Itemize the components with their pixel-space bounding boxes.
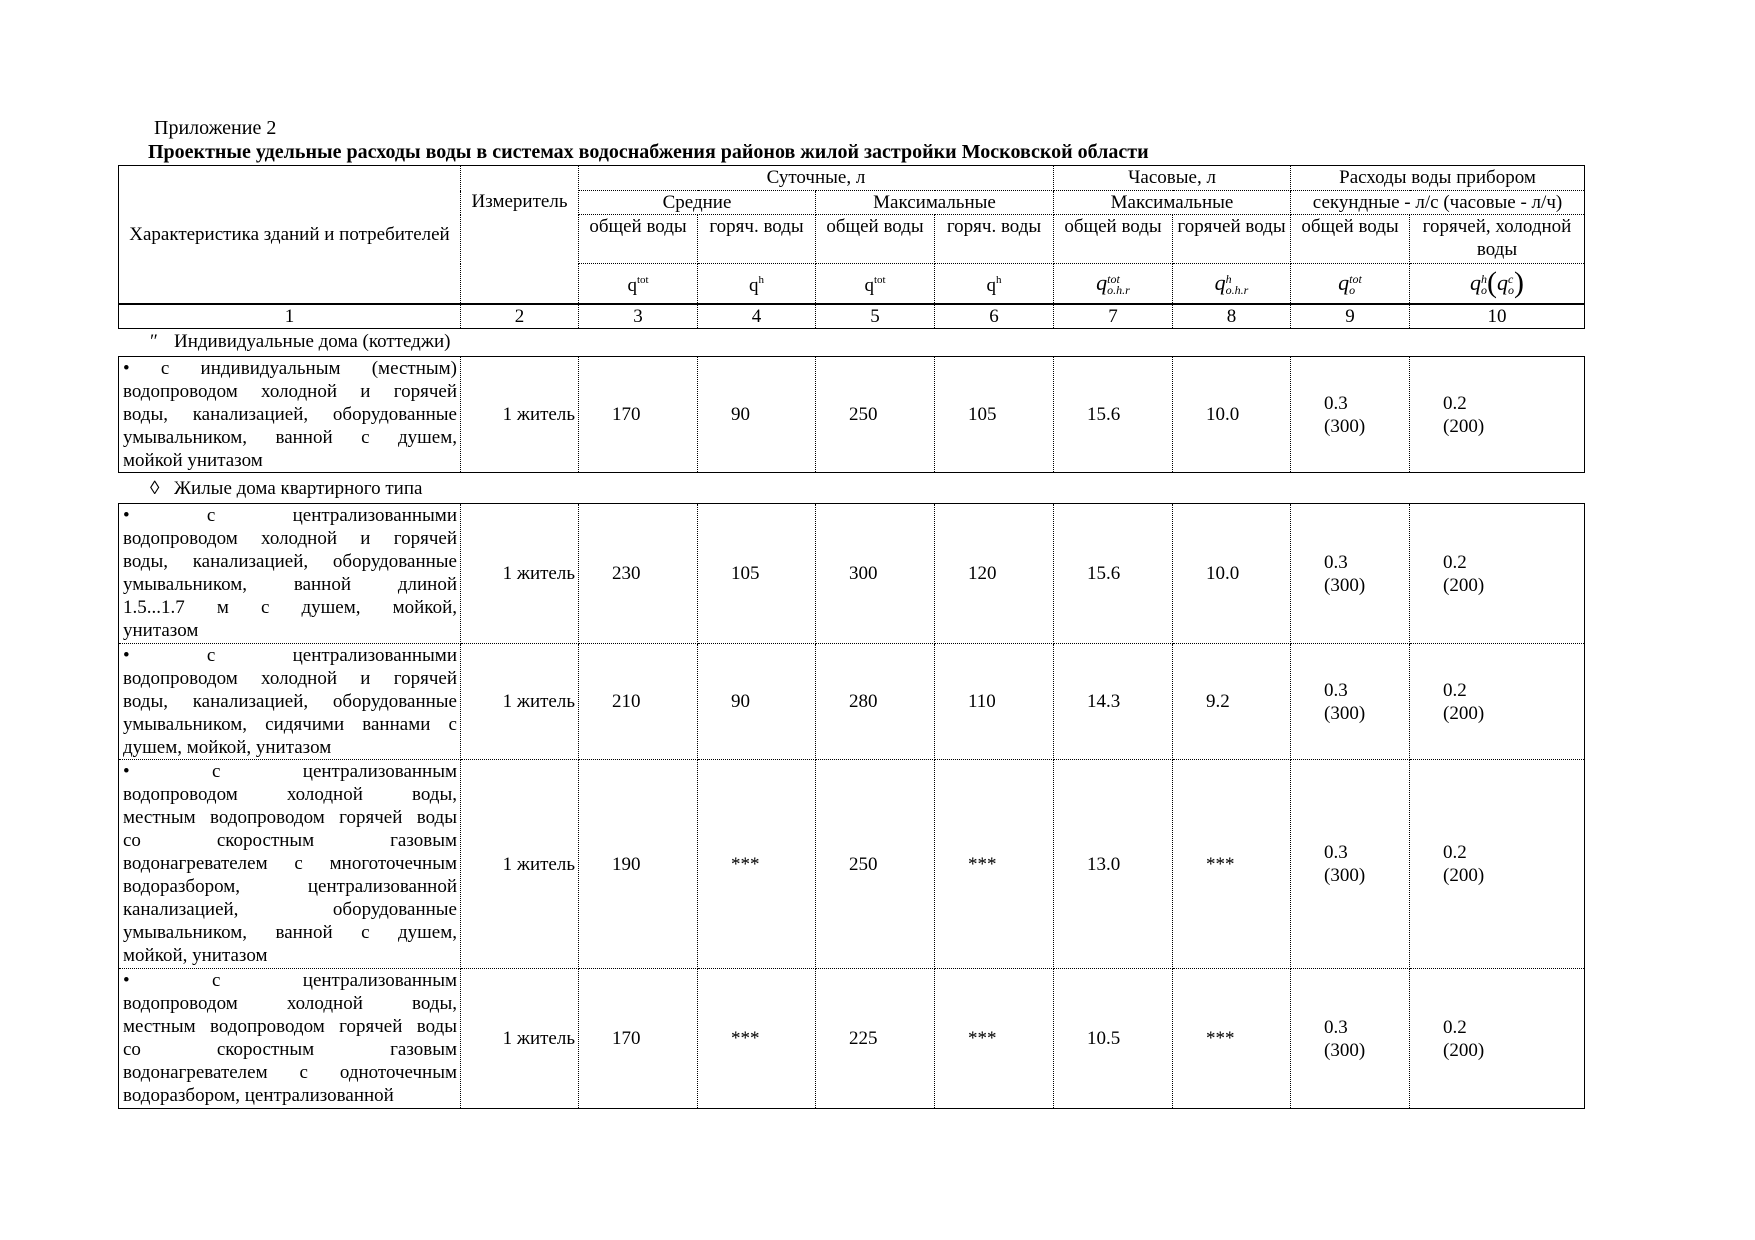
header-maximum: Максимальные	[816, 191, 1054, 215]
row-value: 190	[579, 760, 698, 969]
row-value: 120	[935, 504, 1054, 644]
column-number: 2	[461, 304, 579, 329]
description-line: душем, мойкой, унитазом	[123, 737, 332, 758]
description-line: мойкой, унитазом	[123, 945, 268, 966]
description-line: унитазом	[123, 620, 199, 641]
row-value: 9.2	[1173, 644, 1291, 760]
symbol-q-tot-3: $q^{tot}$	[579, 264, 698, 304]
row-description	[119, 644, 461, 760]
row-device-hot: 0.2 (200)	[1410, 969, 1585, 1109]
header-average: Средние	[579, 191, 816, 215]
header-daily: Суточные, л	[579, 166, 1054, 191]
row-value: 90	[698, 644, 816, 760]
description-line: воды, канализацией, оборудованные	[123, 691, 457, 712]
column-number: 8	[1173, 304, 1291, 329]
description-line: водоразбором, централизованной	[123, 1085, 394, 1106]
description-line: мойкой унитазом	[123, 450, 263, 471]
row-value: ***	[1173, 969, 1291, 1109]
row-description	[119, 357, 461, 473]
description-line: умывальником, сидячими ваннами с	[123, 714, 457, 735]
header-characteristics: Характеристика зданий и потребителей	[119, 166, 461, 304]
row-unit: 1 житель	[461, 504, 579, 644]
header-total-water-5: общей воды	[816, 215, 935, 264]
description-line: умывальником, ванной с душем,	[123, 427, 457, 448]
row-device-total: 0.3 (300)	[1291, 644, 1410, 760]
header-hot-cold-10: горячей, холодной воды	[1410, 215, 1585, 264]
header-table	[118, 165, 1585, 329]
table-row	[119, 969, 1585, 1109]
table-row	[119, 760, 1585, 969]
row-device-hot: 0.2 (200)	[1410, 504, 1585, 644]
header-hourly: Часовые, л	[1054, 166, 1291, 191]
row-value: 14.3	[1054, 644, 1173, 760]
row-description	[119, 504, 461, 644]
description-line: со скоростным газовым	[123, 830, 457, 851]
row-value: 170	[579, 969, 698, 1109]
row-device-hot: 0.2 (200)	[1410, 760, 1585, 969]
description-line: водопроводом холодной и горячей	[123, 528, 457, 549]
row-value: 250	[816, 357, 935, 473]
row-value: 90	[698, 357, 816, 473]
row-value: 13.0	[1054, 760, 1173, 969]
symbol-q-h-4: $q^h$	[698, 264, 816, 304]
row-description	[119, 969, 461, 1109]
column-number: 6	[935, 304, 1054, 329]
symbol-q-h-ohr-8: q h o.h.r	[1173, 264, 1291, 304]
row-value: 110	[935, 644, 1054, 760]
symbol-q-tot-o-9: q tot o	[1291, 264, 1410, 304]
description-line: умывальником, ванной длиной	[123, 574, 457, 595]
description-line: воды, канализацией, оборудованные	[123, 551, 457, 572]
symbol-q-h-6: $q^h$	[935, 264, 1054, 304]
description-line: со скоростным газовым	[123, 1039, 457, 1060]
description-line: • с централизованными	[123, 645, 457, 666]
row-value: 280	[816, 644, 935, 760]
column-number: 1	[119, 304, 461, 329]
row-value: ***	[698, 760, 816, 969]
description-line: водонагревателем с многоточечным	[123, 853, 457, 874]
row-device-total: 0.3 (300)	[1291, 357, 1410, 473]
description-line: водопроводом холодной и горячей	[123, 668, 457, 689]
description-line: • с централизованным	[123, 761, 457, 782]
description-line: водонагревателем с одноточечным	[123, 1062, 457, 1083]
column-number: 7	[1054, 304, 1173, 329]
row-device-total: 0.3 (300)	[1291, 969, 1410, 1109]
description-line: 1.5...1.7 м с душем, мойкой,	[123, 597, 457, 618]
row-value: 10.0	[1173, 504, 1291, 644]
description-line: умывальником, ванной с душем,	[123, 922, 457, 943]
section-apartments-title: ◊ Жилые дома квартирного типа	[150, 478, 423, 499]
header-hot-water-6: горяч. воды	[935, 215, 1054, 264]
header-seconds: секундные - л/с (часовые - л/ч)	[1291, 191, 1585, 215]
row-unit: 1 житель	[461, 760, 579, 969]
header-hot-water-8: горячей воды	[1173, 215, 1291, 264]
description-line: водопроводом холодной воды,	[123, 993, 457, 1014]
header-measure: Измеритель	[461, 166, 579, 304]
row-value: 10.5	[1054, 969, 1173, 1109]
section-marker: ◊	[150, 478, 160, 499]
column-number: 3	[579, 304, 698, 329]
row-unit: 1 житель	[461, 357, 579, 473]
section-cottages-title: ″ Индивидуальные дома (коттеджи)	[150, 331, 451, 352]
header-device: Расходы воды прибором	[1291, 166, 1585, 191]
row-value: 15.6	[1054, 357, 1173, 473]
row-value: ***	[935, 969, 1054, 1109]
row-value: 250	[816, 760, 935, 969]
description-line: местным водопроводом горячей воды	[123, 807, 457, 828]
appendix-label: Приложение 2	[154, 117, 277, 139]
row-value: ***	[935, 760, 1054, 969]
header-hourly-max: Максимальные	[1054, 191, 1291, 215]
row-value: 210	[579, 644, 698, 760]
row-device-hot: 0.2 (200)	[1410, 644, 1585, 760]
table-row	[119, 357, 1585, 473]
description-line: водопроводом холодной воды,	[123, 784, 457, 805]
row-unit: 1 житель	[461, 644, 579, 760]
document-title: Проектные удельные расходы воды в системах водоснабжения районов жилой застройки Московской области	[148, 141, 1149, 163]
header-total-water-3: общей воды	[579, 215, 698, 264]
row-value: 105	[698, 504, 816, 644]
row-value: 225	[816, 969, 935, 1109]
row-unit: 1 житель	[461, 969, 579, 1109]
table-row	[119, 644, 1585, 760]
description-line: • с централизованными	[123, 505, 457, 526]
row-value: ***	[1173, 760, 1291, 969]
row-device-total: 0.3 (300)	[1291, 760, 1410, 969]
description-line: • с индивидуальным (местным)	[123, 358, 457, 379]
symbol-q-tot-ohr-7: q tot o.h.r	[1054, 264, 1173, 304]
description-line: водопроводом холодной и горячей	[123, 381, 457, 402]
description-line: водоразбором, централизованной	[123, 876, 457, 897]
row-value: 15.6	[1054, 504, 1173, 644]
column-number: 9	[1291, 304, 1410, 329]
cottages-table	[118, 356, 1585, 473]
description-line: канализацией, оборудованные	[123, 899, 457, 920]
row-device-hot: 0.2 (200)	[1410, 357, 1585, 473]
row-description	[119, 760, 461, 969]
table-row	[119, 504, 1585, 644]
row-value: 300	[816, 504, 935, 644]
row-value: 105	[935, 357, 1054, 473]
row-value: 10.0	[1173, 357, 1291, 473]
description-line: местным водопроводом горячей воды	[123, 1016, 457, 1037]
description-line: • с централизованным	[123, 970, 457, 991]
column-number: 4	[698, 304, 816, 329]
column-number: 5	[816, 304, 935, 329]
header-hot-water-4: горяч. воды	[698, 215, 816, 264]
row-value: 230	[579, 504, 698, 644]
column-number: 10	[1410, 304, 1585, 329]
description-line: воды, канализацией, оборудованные	[123, 404, 457, 425]
row-value: ***	[698, 969, 816, 1109]
row-value: 170	[579, 357, 698, 473]
header-total-water-9: общей воды	[1291, 215, 1410, 264]
symbol-q-h-c-o-10: q h o (q c o )	[1410, 264, 1585, 304]
row-device-total: 0.3 (300)	[1291, 504, 1410, 644]
apartments-table	[118, 503, 1585, 1109]
header-total-water-7: общей воды	[1054, 215, 1173, 264]
section-marker: ″	[150, 331, 158, 352]
symbol-q-tot-5: $q^{tot}$	[816, 264, 935, 304]
